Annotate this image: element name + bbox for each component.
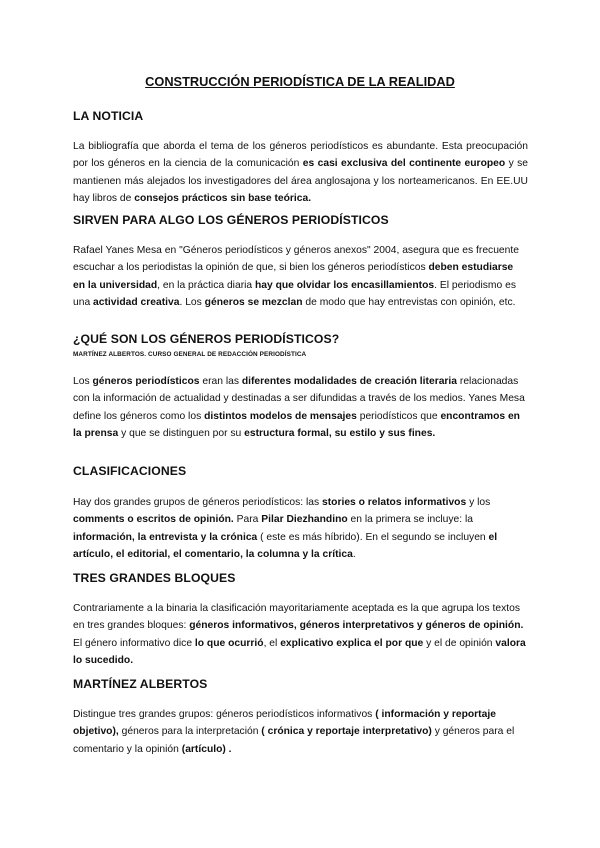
emphasis-text: géneros periodísticos (92, 376, 200, 387)
emphasis-text: ( información y reportaje objetivo), (73, 709, 496, 738)
emphasis-text: actividad creativa (93, 296, 180, 308)
section-heading-que-son: ¿QUÉ SON LOS GÉNEROS PERIODÍSTICOS? (73, 332, 340, 346)
body-text: La bibliografía que aborda el tema de los géneros periodísticos es abundante. Esta preocupación por los géneros en la ciencia de la comunicación (73, 141, 528, 170)
emphasis-text: géneros informativos, géneros interpretativos y géneros de opinión. (189, 620, 524, 632)
section-subheading-que-son: MARTÍNEZ ALBERTOS. CURSO GENERAL DE REDACCIÓN PERIODÍSTICA (73, 351, 307, 358)
body-text: Para (233, 514, 262, 526)
emphasis-text: distintos modelos de mensajes (204, 410, 357, 422)
section-heading-martinez-albertos: MARTÍNEZ ALBERTOS (73, 677, 208, 691)
emphasis-text: valora lo sucedido. (73, 637, 526, 666)
section-paragraph-la-noticia (73, 138, 528, 207)
section-heading-la-noticia: LA NOTICIA (73, 109, 144, 123)
section-paragraph-tres-bloques (73, 600, 528, 669)
body-text: Los (73, 376, 93, 387)
section-paragraph-sirven (73, 242, 528, 311)
body-text: y el de opinión (423, 637, 496, 649)
emphasis-text: es casi exclusiva del continente europeo (302, 158, 506, 170)
emphasis-text: estructura formal, su estilo y sus fines. (244, 427, 436, 439)
body-text: , el (263, 637, 281, 649)
body-text: . (352, 548, 356, 560)
emphasis-text: lo que ocurrió (194, 637, 264, 649)
body-text: Hay dos grandes grupos de géneros periodísticos: las (73, 497, 322, 508)
section-heading-tres-bloques: TRES GRANDES BLOQUES (73, 571, 236, 585)
section-paragraph-clasificaciones (73, 494, 528, 563)
body-text: en la primera se incluye: la (347, 514, 474, 526)
emphasis-text: ( crónica y reportaje interpretativo) (261, 726, 432, 738)
emphasis-text: consejos prácticos sin base teórica. (134, 192, 312, 204)
body-text: relacionadas con la información de actualidad y destinadas a ser difundidas a través de los medios. Yanes Mesa define los géneros como los (73, 376, 525, 422)
emphasis-text: información, la entrevista y la crónica (73, 531, 258, 543)
body-text: ( este es más híbrido). En el segundo se incluyen (257, 531, 489, 543)
body-text: y se mantienen más alejados los investigadores del área anglosajona y los norteamericanos. En EE.UU hay libros de (73, 158, 528, 204)
body-text: Distingue tres grandes grupos: géneros periodísticos informativos (73, 709, 376, 720)
section-paragraph-que-son (73, 373, 528, 442)
body-text: eran las (199, 376, 242, 387)
body-text: . El periodismo es una (73, 279, 516, 308)
section-heading-clasificaciones: CLASIFICACIONES (73, 464, 187, 478)
body-text: periodísticos que (356, 410, 441, 422)
document-title: CONSTRUCCIÓN PERIODÍSTICA DE LA REALIDAD (145, 74, 455, 89)
emphasis-text: diferentes modalidades de creación literaria (241, 376, 458, 387)
body-text: , en la práctica diaria (157, 279, 255, 291)
emphasis-text: Pilar Diezhandino (261, 514, 348, 526)
body-text: Rafael Yanes Mesa en "Géneros periodísticos y géneros anexos" 2004, asegura que es frecuente escuchar a los periodistas la opinión de que, si bien los géneros periodísticos (73, 245, 519, 274)
body-text: . Los (179, 296, 205, 308)
emphasis-text: comments o escritos de opinión. (73, 514, 234, 526)
body-text: de modo que hay entrevistas con opinión, etc. (302, 296, 516, 308)
section-paragraph-martinez-albertos (73, 706, 528, 758)
emphasis-text: (artículo) . (181, 743, 232, 755)
emphasis-text: el artículo, el editorial, el comentario, la columna y la crítica (73, 531, 498, 560)
emphasis-text: encontramos en la prensa (73, 410, 520, 439)
body-text: Contrariamente a la binaria la clasificación mayoritariamente aceptada es la que agrupa los textos en tres grandes bloques: (73, 603, 521, 632)
section-heading-sirven: SIRVEN PARA ALGO LOS GÉNEROS PERIODÍSTICOS (73, 213, 389, 227)
emphasis-text: stories o relatos informativos (322, 497, 467, 508)
emphasis-text: hay que olvidar los encasillamientos (255, 279, 435, 291)
body-text: y que se distinguen por su (118, 427, 245, 439)
body-text: y géneros para el comentario y la opinión (73, 726, 515, 755)
body-text: El género informativo dice (73, 637, 195, 649)
emphasis-text: explicativo explica el por que (280, 637, 424, 649)
body-text: y los (466, 497, 491, 508)
emphasis-text: géneros se mezclan (204, 296, 303, 308)
body-text: géneros para la interpretación (118, 726, 262, 738)
emphasis-text: deben estudiarse en la universidad (73, 262, 514, 291)
